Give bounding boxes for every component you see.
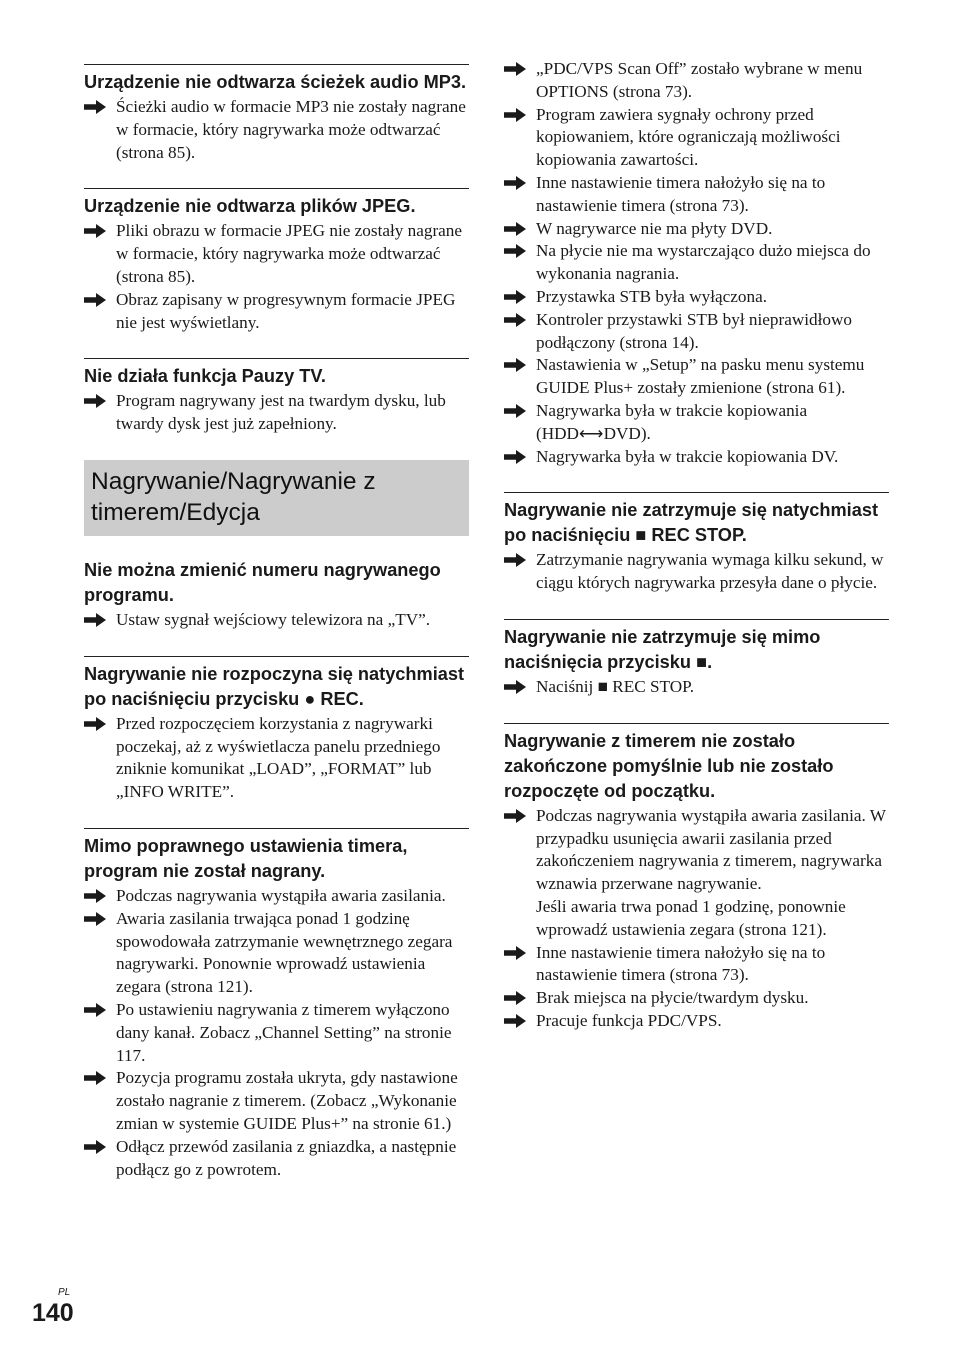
section <box>504 619 889 699</box>
arrow-right-icon <box>84 717 106 731</box>
list-item-text: Ścieżki audio w formacie MP3 nie zostały nagrane w formacie, który nagrywarka może odtwarzać (strona 85). <box>116 97 466 162</box>
section-title: Nagrywanie nie zatrzymuje się mimo naciśnięcia przycisku ■. <box>504 626 821 672</box>
list-item <box>504 309 889 355</box>
list-item <box>84 1136 469 1182</box>
section <box>84 358 469 436</box>
section <box>504 723 889 1033</box>
list-item-text: Kontroler przystawki STB był nieprawidłowo podłączony (strona 14). <box>536 309 853 352</box>
list-item <box>504 172 889 218</box>
arrow-right-icon <box>84 912 106 926</box>
list-item <box>84 999 469 1067</box>
arrow-right-icon <box>504 358 526 372</box>
list-item <box>84 885 469 908</box>
arrow-right-icon <box>504 62 526 76</box>
list-item-text: Naciśnij ■ REC STOP. <box>536 676 695 696</box>
section <box>504 58 889 468</box>
list-item-text: Zatrzymanie nagrywania wymaga kilku sekund, w ciągu których nagrywarka przesyła dane o płycie. <box>536 550 884 593</box>
list-item <box>84 289 469 335</box>
right-sections <box>504 58 889 1033</box>
left-sections-before-banner <box>84 64 469 436</box>
list-item <box>504 446 889 469</box>
list-item-text: Nagrywarka była w trakcie kopiowania (HDD⟷DVD). <box>536 400 808 443</box>
list-item <box>504 58 889 104</box>
arrow-right-icon <box>84 613 106 627</box>
list-item-text: Program nagrywany jest na twardym dysku, lub twardy dysk jest już zapełniony. <box>116 391 446 434</box>
section-title: Nie można zmienić numeru nagrywanego programu. <box>84 559 441 605</box>
arrow-right-icon <box>504 244 526 258</box>
list-item-text: Pozycja programu została ukryta, gdy nastawione zostało nagranie z timerem. (Zobacz „Wykonanie zmian w systemie GUIDE Plus+” na stronie 61.) <box>116 1068 458 1133</box>
left-sections-after-banner <box>84 558 469 1181</box>
list-item-text: Po ustawieniu nagrywania z timerem wyłączono dany kanał. Zobacz „Channel Setting” na stronie 117. <box>116 999 452 1065</box>
left-column <box>84 64 469 1205</box>
arrow-right-icon <box>84 293 106 307</box>
arrow-right-icon <box>504 450 526 464</box>
section-title: Nagrywanie nie rozpoczyna się natychmiast po naciśnięciu przycisku ● REC. <box>84 663 465 709</box>
arrow-right-icon <box>504 991 526 1005</box>
list-item <box>504 286 889 309</box>
list-item-text: Ustaw sygnał wejściowy telewizora na „TV”. <box>116 609 431 629</box>
section <box>84 64 469 164</box>
arrow-right-icon <box>504 946 526 960</box>
list-item <box>504 218 889 241</box>
arrow-right-icon <box>84 1003 106 1017</box>
list-item-text: Brak miejsca na płycie/twardym dysku. <box>536 988 809 1008</box>
list-item <box>504 240 889 286</box>
arrow-right-icon <box>504 1014 526 1028</box>
section <box>84 656 469 804</box>
list-item <box>504 400 889 446</box>
section-title: Nagrywanie nie zatrzymuje się natychmiast po naciśnięciu ■ REC STOP. <box>504 500 878 546</box>
list-item <box>504 354 889 400</box>
list-item <box>504 1010 889 1033</box>
list-item-text: Podczas nagrywania wystąpiła awaria zasilania. W przypadku usunięcia awarii zasilania przed zakończeniem nagrywania z timerem, nagrywarka wznawia przerwane nagrywanie. Jeśli awaria trwa ponad 1 godzinę, ponownie wprowadź ustawienia zegara (strona 121). <box>536 805 886 939</box>
list-item <box>504 676 889 699</box>
arrow-right-icon <box>84 1140 106 1154</box>
arrow-right-icon <box>84 889 106 903</box>
list-item-text: Inne nastawienie timera nałożyło się na to nastawienie timera (strona 73). <box>536 172 826 215</box>
right-column <box>504 58 889 1057</box>
section-banner <box>84 460 469 536</box>
arrow-right-icon <box>84 394 106 408</box>
list-item-text: Awaria zasilania trwająca ponad 1 godzinę spowodowała zatrzymanie wewnętrznego zegara nagrywarki. Ponownie wprowadź ustawienia zegara (strona 121). <box>116 908 453 997</box>
arrow-right-icon <box>84 100 106 114</box>
list-item <box>84 908 469 999</box>
banner-title: Nagrywanie/Nagrywanie z timerem/Edycja <box>91 467 376 526</box>
list-item-text: Obraz zapisany w progresywnym formacie JPEG nie jest wyświetlany. <box>116 289 456 332</box>
section <box>504 492 889 595</box>
list-item-text: „PDC/VPS Scan Off” zostało wybrane w menu OPTIONS (strona 73). <box>536 59 863 101</box>
list-item <box>504 942 889 988</box>
list-item-text: Pliki obrazu w formacie JPEG nie zostały nagrane w formacie, który nagrywarka może odtwarzać (strona 85). <box>116 221 463 286</box>
arrow-right-icon <box>504 222 526 236</box>
list-item-text: Program zawiera sygnały ochrony przed kopiowaniem, które ograniczają możliwości kopiowania zawartości. <box>536 104 841 170</box>
list-item <box>84 96 469 164</box>
arrow-right-icon <box>504 176 526 190</box>
section-title: Nie działa funkcja Pauzy TV. <box>84 366 326 387</box>
list-item-text: W nagrywarce nie ma płyty DVD. <box>536 218 773 238</box>
list-item-text: Nastawienia w „Setup” na pasku menu systemu GUIDE Plus+ zostały zmienione (strona 61). <box>536 355 865 398</box>
page-number: 140 <box>32 1299 74 1327</box>
list-item <box>84 1067 469 1135</box>
list-item <box>504 549 889 595</box>
list-item <box>84 609 469 632</box>
arrow-right-icon <box>504 680 526 694</box>
arrow-right-icon <box>84 1071 106 1085</box>
page-language: PL <box>58 1287 71 1298</box>
list-item <box>504 805 889 942</box>
arrow-right-icon <box>504 290 526 304</box>
list-item-text: Inne nastawienie timera nałożyło się na to nastawienie timera (strona 73). <box>536 942 826 985</box>
section <box>84 828 469 1181</box>
list-item-text: Nagrywarka była w trakcie kopiowania DV. <box>536 446 839 466</box>
arrow-right-icon <box>504 404 526 418</box>
list-item-text: Pracuje funkcja PDC/VPS. <box>536 1010 722 1030</box>
list-item <box>84 220 469 288</box>
arrow-right-icon <box>504 553 526 567</box>
list-item <box>84 390 469 436</box>
section <box>84 188 469 334</box>
list-item <box>504 104 889 172</box>
arrow-right-icon <box>504 313 526 327</box>
list-item <box>84 713 469 804</box>
section-title: Mimo poprawnego ustawienia timera, program nie został nagrany. <box>84 835 408 881</box>
list-item-text: Przed rozpoczęciem korzystania z nagrywarki poczekaj, aż z wyświetlacza panelu przedniego zniknie komunikat „LOAD”, „FORMAT” lub „INFO WRITE”. <box>116 713 441 802</box>
section-title: Nagrywanie z timerem nie zostało zakończone pomyślnie lub nie zostało rozpoczęte od początku. <box>504 730 834 801</box>
section-title: Urządzenie nie odtwarza plików JPEG. <box>84 196 416 217</box>
section <box>84 558 469 632</box>
list-item <box>504 987 889 1010</box>
arrow-right-icon <box>504 809 526 823</box>
arrow-right-icon <box>84 224 106 238</box>
list-item-text: Przystawka STB była wyłączona. <box>536 286 768 306</box>
list-item-text: Odłącz przewód zasilania z gniazdka, a następnie podłącz go z powrotem. <box>116 1136 457 1179</box>
list-item-text: Na płycie nie ma wystarczająco dużo miejsca do wykonania nagrania. <box>536 241 871 284</box>
arrow-right-icon <box>504 108 526 122</box>
list-item-text: Podczas nagrywania wystąpiła awaria zasilania. <box>116 885 446 905</box>
section-title: Urządzenie nie odtwarza ścieżek audio MP3. <box>84 72 467 92</box>
